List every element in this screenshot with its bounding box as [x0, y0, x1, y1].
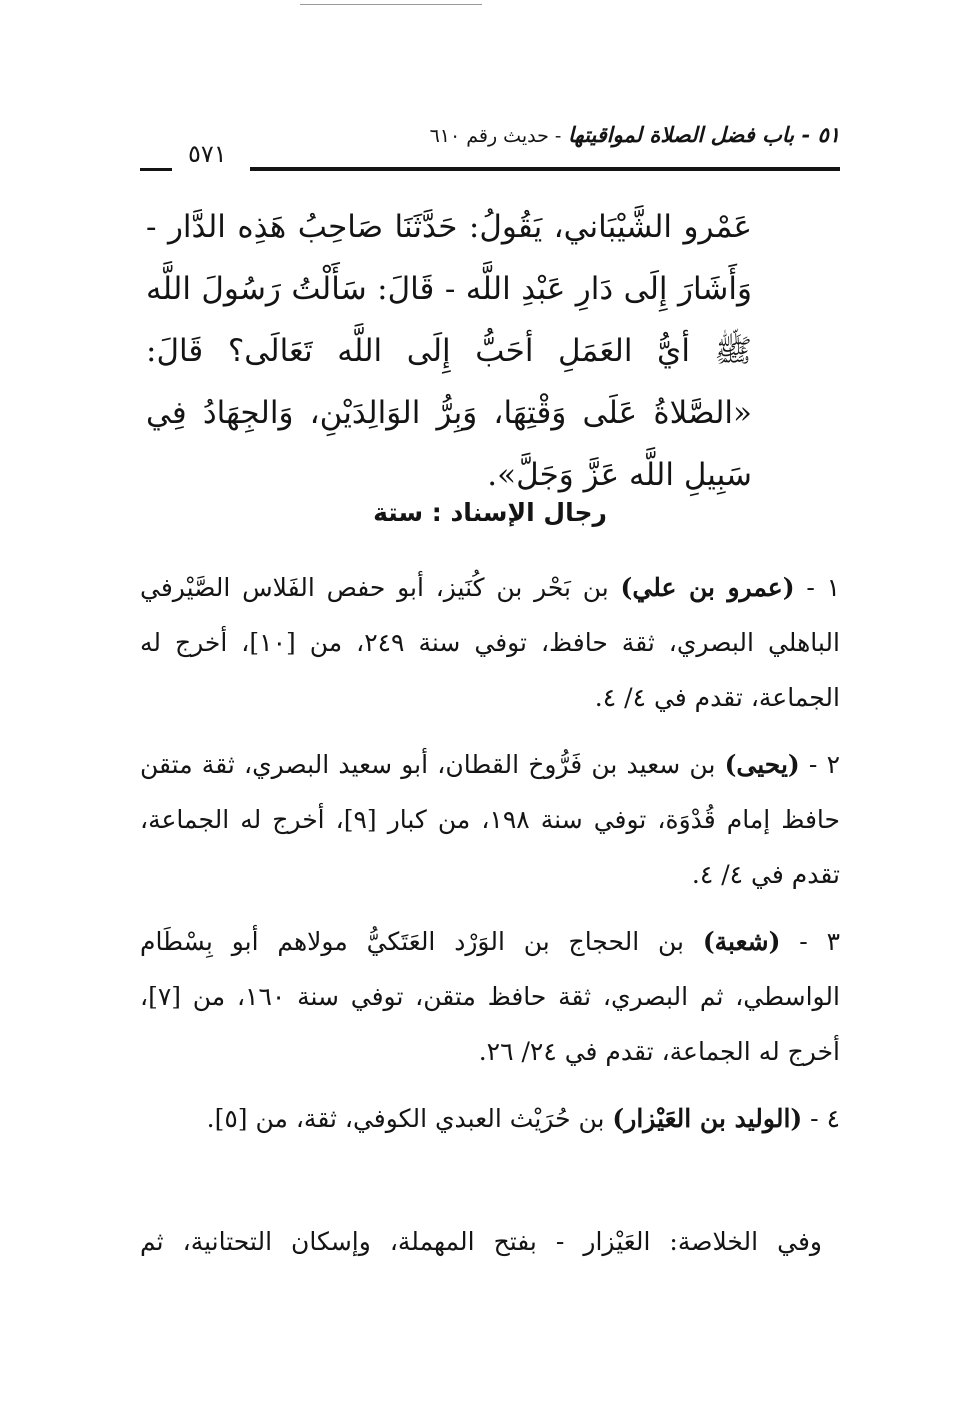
narrator-number: ١ - [794, 573, 840, 602]
page-number: ٥٧١ [188, 140, 227, 168]
note-text: وفي الخلاصة: العَيْزار - بفتح المهملة، وإسكان التحتانية، ثم [140, 1227, 822, 1256]
narrator-name: (شعبة) [702, 927, 781, 956]
hadith-reference: - حديث رقم ٦١٠ [429, 125, 562, 147]
narrator-entry [140, 914, 840, 1079]
narrator-number: ٤ - [802, 1104, 840, 1133]
header-rule-long [250, 167, 840, 171]
narrator-name: (الوليد بن العَيْزار) [612, 1104, 803, 1133]
narrator-name: (يحيى) [724, 750, 800, 779]
narrator-entry [140, 1091, 840, 1146]
hadith-text: عَمْرو الشَّيْبَاني، يَقُولُ: حَدَّثَنَا صَاحِبُ هَذِه الدَّار - وَأَشَارَ إِلَى دَارِ عَبْدِ اللَّه - قَالَ: سَأَلْتُ رَسُولَ اللَّه ﷺ أيُّ العَمَلِ أحَبُّ إِلَى اللَّه تَعَالَى؟ قَالَ: «الصَّلاةُ عَلَى وَقْتِهَا، وَبِرُّ الوَالِدَيْنِ، وَالجِهَادُ فِي سَبِيلِ اللَّه عَزَّ وَجَلَّ». [146, 209, 752, 493]
narrator-name: (عمرو بن علي) [620, 573, 795, 602]
narrator-number: ٣ - [780, 927, 840, 956]
narrator-details: بن الحجاج بن الوَرْد العَتَكيُّ مولاهم أبو بِسْطَام الواسطي، ثم البصري، ثقة حافظ متقن، توفي سنة ١٦٠، من [٧]، أخرج له الجماعة، تقدم في ٢٤/ ٢٦. [140, 927, 840, 1066]
narrator-list [140, 560, 840, 1158]
narrator-entry [140, 737, 840, 902]
page-header [140, 118, 840, 174]
header-rule-short [140, 168, 172, 171]
narrator-details: بن بَحْر بن كُنَيز، أبو حفص الفَلاس الصَّيْرفي الباهلي البصري، ثقة حافظ، توفي سنة ٢٤٩، من [١٠]، أخرج له الجماعة، تقدم في ٤/ ٤. [140, 573, 840, 712]
chapter-title: ٥١ - باب فضل الصلاة لمواقيتها [568, 122, 840, 147]
narrator-details: بن حُرَيْث العبدي الكوفي، ثقة، من [٥]. [206, 1104, 613, 1133]
section-heading: رجال الإسناد : ستة [373, 498, 607, 527]
narrator-entry [140, 560, 840, 725]
running-title [430, 122, 840, 147]
narrator-details: بن سعيد بن فَرُّوخ القطان، أبو سعيد البصري، ثقة متقن حافظ إمام قُدْوَة، توفي سنة ١٩٨، من كبار [٩]، أخرج له الجماعة، تقدم في ٤/ ٤. [140, 750, 840, 889]
narrator-number: ٢ - [799, 750, 840, 779]
top-rule [300, 4, 482, 5]
